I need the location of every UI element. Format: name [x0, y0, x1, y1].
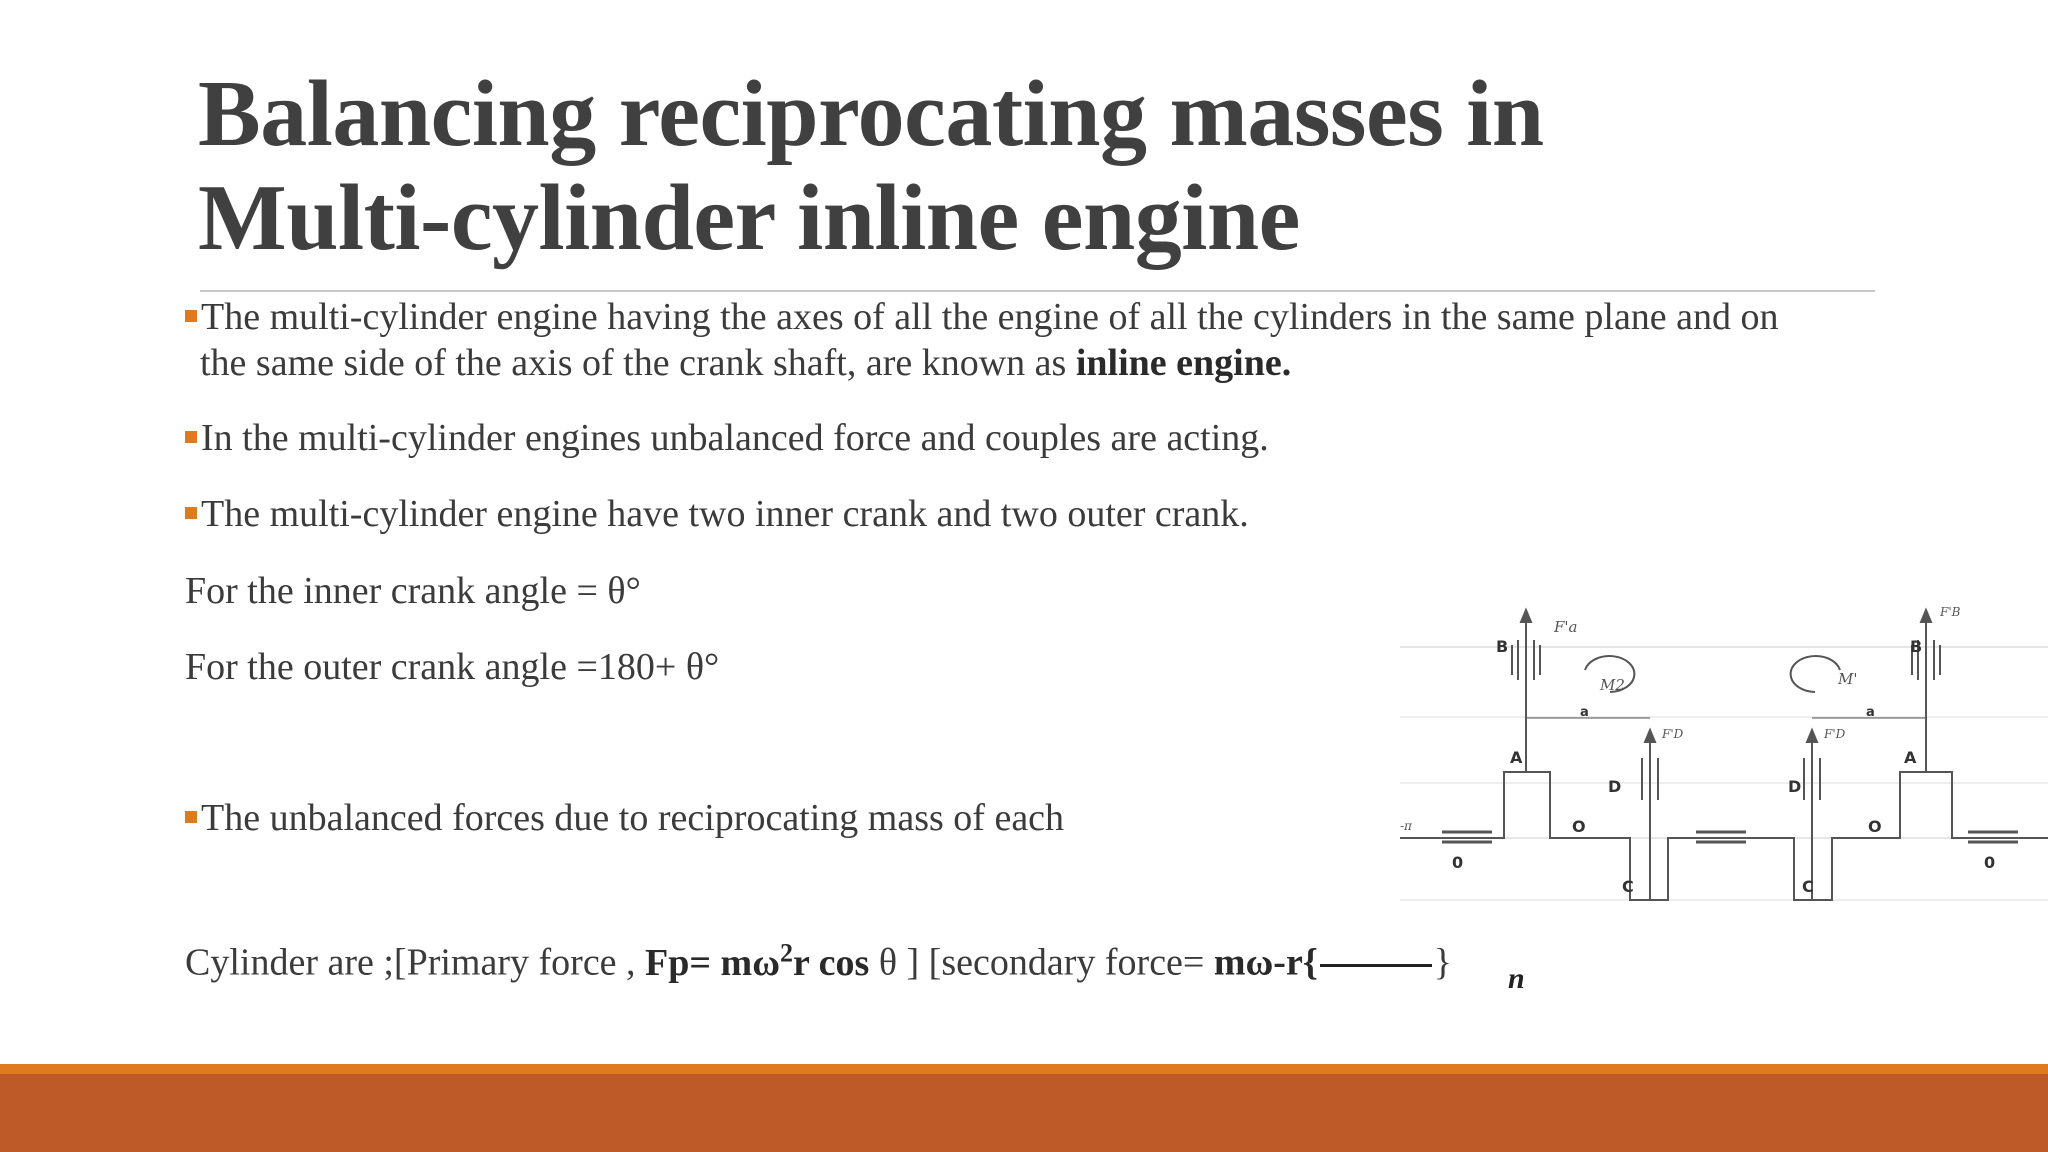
- label-o-right: O: [1868, 817, 1882, 836]
- bullet-unbalanced-forces-each: [185, 795, 1064, 841]
- label-m1: M': [1838, 670, 1858, 688]
- label-o-left: O: [1572, 817, 1586, 836]
- formula-middle: ] [secondary force=: [897, 941, 1214, 984]
- primary-force-formula: $Fp= m\omega^2r$ cos: [645, 938, 879, 984]
- fraction-denominator: n: [1508, 962, 1525, 995]
- label-a-right: A: [1904, 748, 1917, 767]
- bullet-unbalanced-force: [185, 415, 1269, 461]
- footer-accent-stripe: [0, 1064, 2048, 1074]
- bullet-inner-outer-crank: [185, 491, 1249, 537]
- primary-theta: θ: [878, 941, 898, 984]
- label-b-left: B: [1496, 637, 1509, 656]
- formula-prefix: Cylinder are ;[Primary force ,: [185, 941, 646, 984]
- label-0-left: 0: [1452, 853, 1464, 872]
- label-pi: -π: [1400, 819, 1412, 833]
- label-a-left: A: [1510, 748, 1523, 767]
- label-c-left: C: [1622, 877, 1634, 896]
- label-c-right: C: [1802, 877, 1814, 896]
- bullet-square-icon: [185, 431, 197, 443]
- title-first-letter: B: [198, 62, 261, 166]
- label-a-dim-right: a: [1866, 705, 1875, 720]
- bullet-square-icon: [185, 310, 197, 322]
- bullet-4-text: The unbalanced forces due to reciprocating mass of each: [201, 797, 1065, 839]
- secondary-force-formula: mω-r{: [1213, 941, 1318, 984]
- label-0-right: 0: [1984, 853, 1996, 872]
- title-line1-rest: alancing reciprocating masses in: [260, 62, 1544, 166]
- inline-engine-crank-diagram: [1400, 600, 2048, 912]
- formula-close: }: [1433, 941, 1453, 984]
- label-fd-left: F'D: [1662, 727, 1684, 741]
- title-divider: [200, 290, 1875, 292]
- bullet-square-icon: [185, 811, 197, 823]
- force-formula-line: [185, 930, 1452, 986]
- label-d-left: D: [1608, 777, 1622, 796]
- inner-crank-angle-line: For the inner crank angle = θ°: [185, 570, 641, 612]
- label-fb: F'B: [1940, 605, 1961, 619]
- bullet-1-text-a: The multi-cylinder engine having the axes of all the engine of all the cylinders in the same plane and on: [201, 296, 1779, 338]
- label-fa: F'a: [1554, 618, 1578, 636]
- outer-crank-angle-line: For the outer crank angle =180+ θ°: [185, 646, 720, 688]
- bullet-2-text: In the multi-cylinder engines unbalanced force and couples are acting.: [201, 417, 1269, 459]
- fraction-bar: [1320, 964, 1432, 967]
- bullet-3-text: The multi-cylinder engine have two inner crank and two outer crank.: [201, 493, 1249, 535]
- label-fd-right: F'D: [1824, 727, 1846, 741]
- label-d-right: D: [1788, 777, 1802, 796]
- bullet-square-icon: [185, 507, 197, 519]
- bullet-1-bold: inline engine.: [1075, 342, 1292, 384]
- slide-title: [198, 62, 1898, 270]
- bullet-inline-engine-definition: [185, 294, 2045, 386]
- bullet-1-text-b: the same side of the axis of the crank shaft, are known as: [200, 342, 1076, 384]
- label-a-dim-left: a: [1580, 705, 1589, 720]
- footer-band: [0, 1074, 2048, 1152]
- title-line2: Multi-cylinder inline engine: [198, 166, 1300, 270]
- label-m2: M2: [1600, 676, 1625, 694]
- label-b-right: B: [1910, 637, 1923, 656]
